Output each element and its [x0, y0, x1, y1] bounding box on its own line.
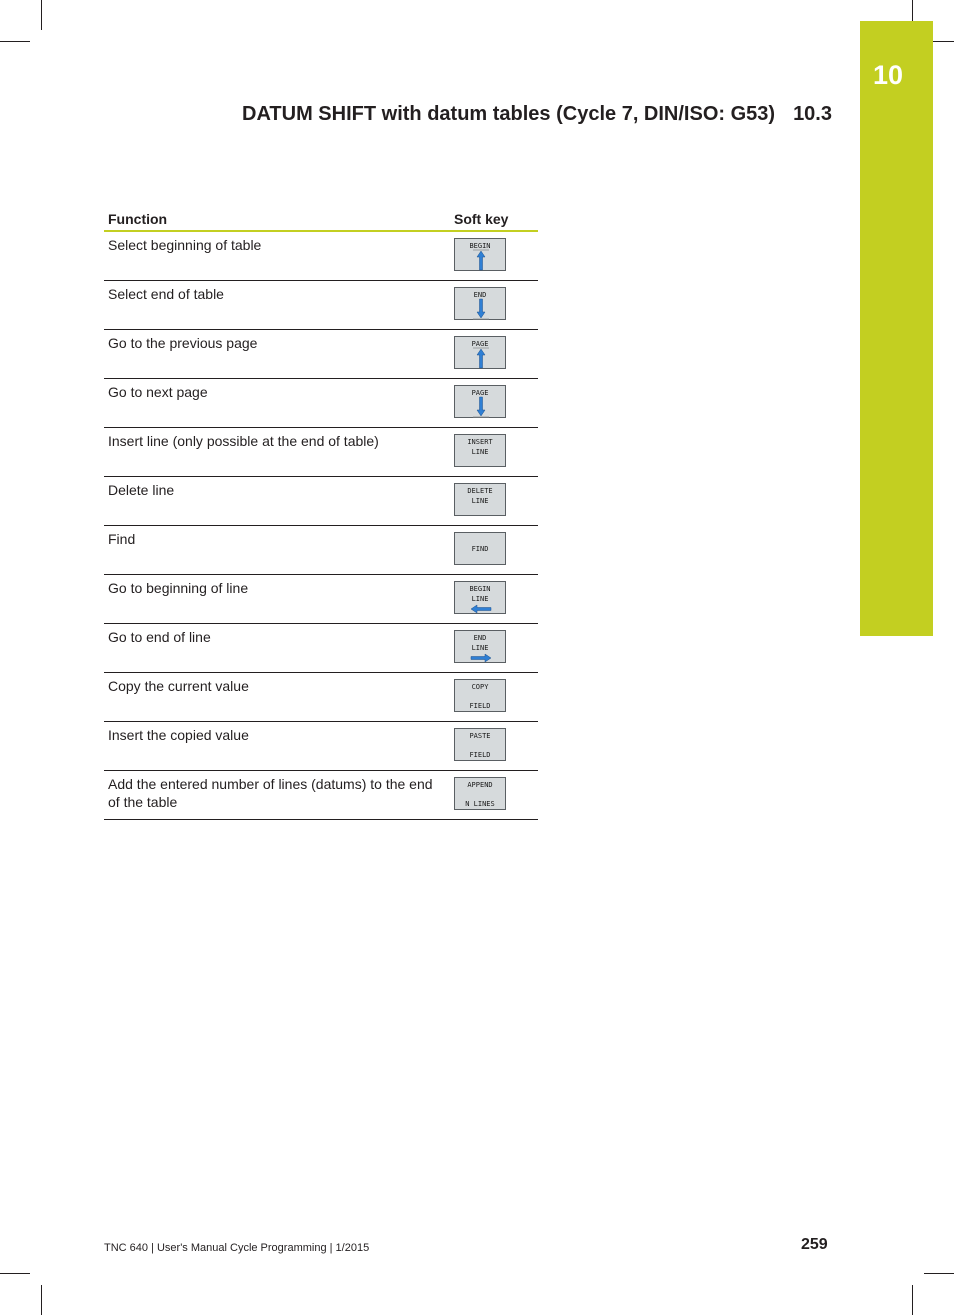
softkey-label-line1: END [473, 291, 487, 299]
column-header-softkey: Soft key [448, 209, 538, 231]
table-row [104, 330, 538, 379]
crop-mark [0, 41, 30, 42]
softkey-cell [448, 624, 538, 673]
softkey-label-line2: N LINES [465, 800, 495, 808]
softkey-cell [448, 722, 538, 771]
softkey-button[interactable] [454, 336, 506, 369]
page-number: 259 [801, 1236, 828, 1253]
table-row [104, 526, 538, 575]
softkey-button[interactable] [454, 581, 506, 614]
function-softkey-table [104, 209, 538, 820]
table-row [104, 477, 538, 526]
softkey-cell [448, 379, 538, 428]
page-header [242, 103, 832, 126]
table-row [104, 575, 538, 624]
header-title: DATUM SHIFT with datum tables (Cycle 7, DIN/ISO: G53) [242, 103, 776, 125]
softkey-cell [448, 281, 538, 330]
arrow-left-icon [455, 582, 507, 615]
chapter-number: 10 [873, 60, 904, 90]
crop-mark [912, 1285, 913, 1315]
function-description: Copy the current value [104, 673, 448, 722]
arrow-right-icon [455, 631, 507, 664]
table-row [104, 771, 538, 820]
arrow-down-icon [455, 288, 507, 321]
softkey-label-line2: FIELD [469, 702, 491, 710]
softkey-cell [448, 330, 538, 379]
softkey-label-line1: PAGE [471, 340, 489, 348]
softkey-label-line2: LINE [471, 595, 489, 603]
table-row [104, 722, 538, 771]
softkey-cell [448, 575, 538, 624]
softkey-label-line1: FIND [471, 545, 489, 553]
function-description: Add the entered number of lines (datums) to the end of the table [104, 771, 448, 820]
softkey-button[interactable] [454, 434, 506, 467]
arrow-up-icon [455, 337, 507, 370]
function-description: Delete line [104, 477, 448, 526]
softkey-button[interactable] [454, 532, 506, 565]
softkey-label-line1: DELETE [467, 487, 493, 495]
crop-mark [0, 1273, 30, 1274]
function-description: Go to the previous page [104, 330, 448, 379]
softkey-label-line1: APPEND [467, 781, 493, 789]
softkey-label-line1: COPY [471, 683, 489, 691]
softkey-button[interactable] [454, 679, 506, 712]
function-description: Insert the copied value [104, 722, 448, 771]
softkey-button[interactable] [454, 385, 506, 418]
softkey-label-line2: FIELD [469, 751, 491, 759]
function-description: Find [104, 526, 448, 575]
footer-text: TNC 640 | User's Manual Cycle Programming | 1/2015 [104, 1242, 370, 1254]
table-row [104, 624, 538, 673]
function-description: Go to end of line [104, 624, 448, 673]
table-row [104, 281, 538, 330]
softkey-cell [448, 428, 538, 477]
table-row [104, 231, 538, 281]
softkey-label-line1: PASTE [469, 732, 491, 740]
softkey-label-line1: END [473, 634, 487, 642]
softkey-label-line1: INSERT [467, 438, 493, 446]
table-row [104, 673, 538, 722]
table-row [104, 379, 538, 428]
softkey-button[interactable] [454, 238, 506, 271]
crop-mark [41, 1285, 42, 1315]
softkey-label-line1: BEGIN [469, 242, 491, 250]
crop-mark [41, 0, 42, 30]
softkey-button[interactable] [454, 483, 506, 516]
header-section: 10.3 [793, 103, 832, 125]
chapter-tab [860, 21, 933, 636]
table-body [104, 231, 538, 820]
softkey-button[interactable] [454, 630, 506, 663]
table-header-row [104, 209, 538, 231]
softkey-button[interactable] [454, 728, 506, 761]
table-row [104, 428, 538, 477]
softkey-cell [448, 673, 538, 722]
arrow-up-icon [455, 239, 507, 272]
softkey-label-line1: BEGIN [469, 585, 491, 593]
softkey-label-line1: PAGE [471, 389, 489, 397]
softkey-cell [448, 477, 538, 526]
softkey-button[interactable] [454, 287, 506, 320]
function-description: Select end of table [104, 281, 448, 330]
crop-mark [924, 1273, 954, 1274]
softkey-label-line2: LINE [471, 497, 489, 505]
function-description: Insert line (only possible at the end of table) [104, 428, 448, 477]
softkey-cell [448, 771, 538, 820]
softkey-button[interactable] [454, 777, 506, 810]
softkey-label-line2: LINE [471, 644, 489, 652]
function-description: Go to next page [104, 379, 448, 428]
softkey-cell [448, 231, 538, 281]
column-header-function: Function [104, 209, 448, 231]
softkey-cell [448, 526, 538, 575]
softkey-label-line2: LINE [471, 448, 489, 456]
arrow-down-icon [455, 386, 507, 419]
function-description: Go to beginning of line [104, 575, 448, 624]
function-description: Select beginning of table [104, 231, 448, 281]
